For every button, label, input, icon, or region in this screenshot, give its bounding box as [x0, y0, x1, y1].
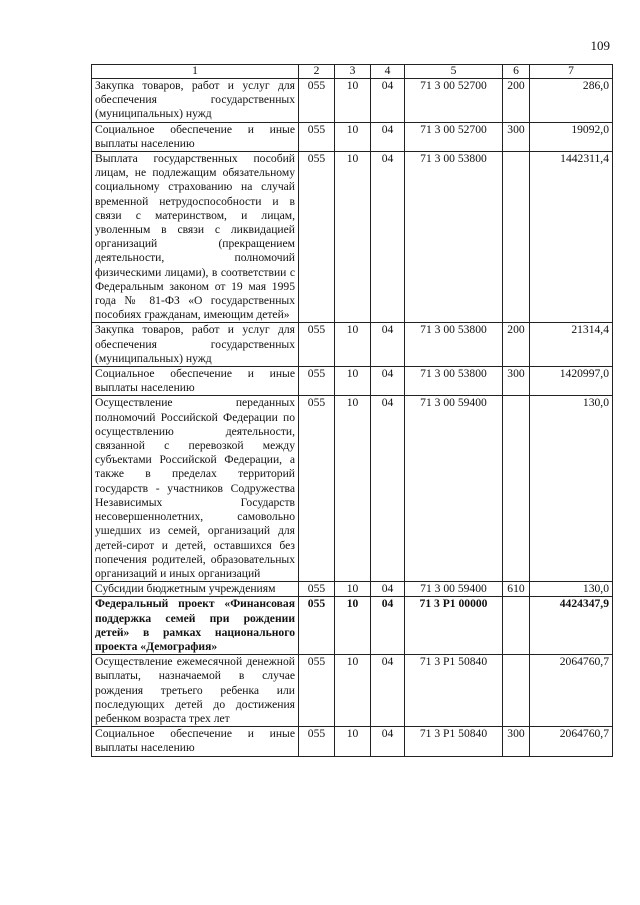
row-section-code: 10	[335, 396, 371, 582]
row-amount: 2064760,7	[530, 727, 613, 756]
row-amount: 1420997,0	[530, 367, 613, 396]
row-amount: 19092,0	[530, 122, 613, 151]
row-name: Федеральный проект «Финансовая поддержка семей при рождении детей» в рамках национального проекта «Демография»	[92, 597, 299, 655]
row-amount: 286,0	[530, 79, 613, 123]
row-amount: 130,0	[530, 396, 613, 582]
row-subsection-code: 04	[371, 152, 405, 323]
header-col-1: 1	[92, 65, 299, 79]
row-target-article: 71 3 P1 00000	[405, 597, 503, 655]
header-col-3: 3	[335, 65, 371, 79]
row-ministry-code: 055	[299, 396, 335, 582]
row-ministry-code: 055	[299, 122, 335, 151]
row-name: Закупка товаров, работ и услуг для обеспечения государственных (муниципальных) нужд	[92, 79, 299, 123]
row-expense-type	[503, 597, 530, 655]
table-row	[92, 655, 613, 727]
header-col-4: 4	[371, 65, 405, 79]
row-expense-type: 300	[503, 367, 530, 396]
row-subsection-code: 04	[371, 597, 405, 655]
row-section-code: 10	[335, 367, 371, 396]
row-name: Субсидии бюджетным учреждениям	[92, 582, 299, 597]
header-col-5: 5	[405, 65, 503, 79]
row-expense-type: 300	[503, 122, 530, 151]
row-amount: 1442311,4	[530, 152, 613, 323]
table-row	[92, 122, 613, 151]
table-row	[92, 727, 613, 756]
table-row	[92, 396, 613, 582]
row-expense-type: 300	[503, 727, 530, 756]
row-subsection-code: 04	[371, 323, 405, 367]
row-expense-type: 200	[503, 323, 530, 367]
row-ministry-code: 055	[299, 323, 335, 367]
row-target-article: 71 3 00 53800	[405, 152, 503, 323]
table-row	[92, 152, 613, 323]
row-ministry-code: 055	[299, 367, 335, 396]
row-name: Осуществление ежемесячной денежной выплаты, назначаемой в случае рождения третьего ребенка или последующих детей до достижения ребенком возраста трех лет	[92, 655, 299, 727]
row-section-code: 10	[335, 597, 371, 655]
table-row-federal-project	[92, 597, 613, 655]
page-number: 109	[590, 38, 610, 53]
header-col-6: 6	[503, 65, 530, 79]
row-ministry-code: 055	[299, 79, 335, 123]
row-target-article: 71 3 00 52700	[405, 79, 503, 123]
row-target-article: 71 3 00 59400	[405, 582, 503, 597]
header-col-7: 7	[530, 65, 613, 79]
table-row	[92, 323, 613, 367]
table-header	[92, 65, 613, 79]
budget-table	[91, 64, 613, 757]
table-row	[92, 79, 613, 123]
row-section-code: 10	[335, 122, 371, 151]
row-subsection-code: 04	[371, 367, 405, 396]
table-row	[92, 582, 613, 597]
row-name: Осуществление переданных полномочий Российской Федерации по осуществлению деятельности, связанной с перевозкой между субъектами Российской Федерации, а также в пределах территорий государств - участников Содружества Независимых Государств несовершеннолетних, самовольно ушедших из семей, организаций для детей-сирот и детей, оставшихся без попечения родителей, образовательных организаций и иных организаций	[92, 396, 299, 582]
row-expense-type	[503, 396, 530, 582]
row-amount: 4424347,9	[530, 597, 613, 655]
row-name: Социальное обеспечение и иные выплаты населению	[92, 122, 299, 151]
row-target-article: 71 3 P1 50840	[405, 727, 503, 756]
row-ministry-code: 055	[299, 582, 335, 597]
row-ministry-code: 055	[299, 655, 335, 727]
row-ministry-code: 055	[299, 152, 335, 323]
row-name: Выплата государственных пособий лицам, не подлежащим обязательному социальному страхованию на случай временной нетрудоспособности и в связи с материнством, и лицам, уволенным в связи с ликвидацией организаций (прекращением деятельности, полномочий физическими лицами), в соответствии с Федеральным законом от 19 мая 1995 года № 81-ФЗ «О государственных пособиях гражданам, имеющим детей»	[92, 152, 299, 323]
header-row	[92, 65, 613, 79]
row-name: Закупка товаров, работ и услуг для обеспечения государственных (муниципальных) нужд	[92, 323, 299, 367]
row-section-code: 10	[335, 323, 371, 367]
row-amount: 21314,4	[530, 323, 613, 367]
table-body	[92, 79, 613, 757]
row-subsection-code: 04	[371, 727, 405, 756]
row-target-article: 71 3 00 53800	[405, 323, 503, 367]
row-subsection-code: 04	[371, 396, 405, 582]
row-target-article: 71 3 P1 50840	[405, 655, 503, 727]
row-expense-type	[503, 655, 530, 727]
row-subsection-code: 04	[371, 655, 405, 727]
row-subsection-code: 04	[371, 122, 405, 151]
row-section-code: 10	[335, 582, 371, 597]
row-section-code: 10	[335, 79, 371, 123]
row-section-code: 10	[335, 727, 371, 756]
table-row	[92, 367, 613, 396]
row-target-article: 71 3 00 59400	[405, 396, 503, 582]
header-col-2: 2	[299, 65, 335, 79]
row-subsection-code: 04	[371, 582, 405, 597]
row-amount: 2064760,7	[530, 655, 613, 727]
row-name: Социальное обеспечение и иные выплаты населению	[92, 367, 299, 396]
row-section-code: 10	[335, 655, 371, 727]
row-ministry-code: 055	[299, 597, 335, 655]
row-target-article: 71 3 00 52700	[405, 122, 503, 151]
row-ministry-code: 055	[299, 727, 335, 756]
row-expense-type: 200	[503, 79, 530, 123]
row-section-code: 10	[335, 152, 371, 323]
row-amount: 130,0	[530, 582, 613, 597]
row-subsection-code: 04	[371, 79, 405, 123]
row-target-article: 71 3 00 53800	[405, 367, 503, 396]
row-name: Социальное обеспечение и иные выплаты населению	[92, 727, 299, 756]
row-expense-type: 610	[503, 582, 530, 597]
row-expense-type	[503, 152, 530, 323]
